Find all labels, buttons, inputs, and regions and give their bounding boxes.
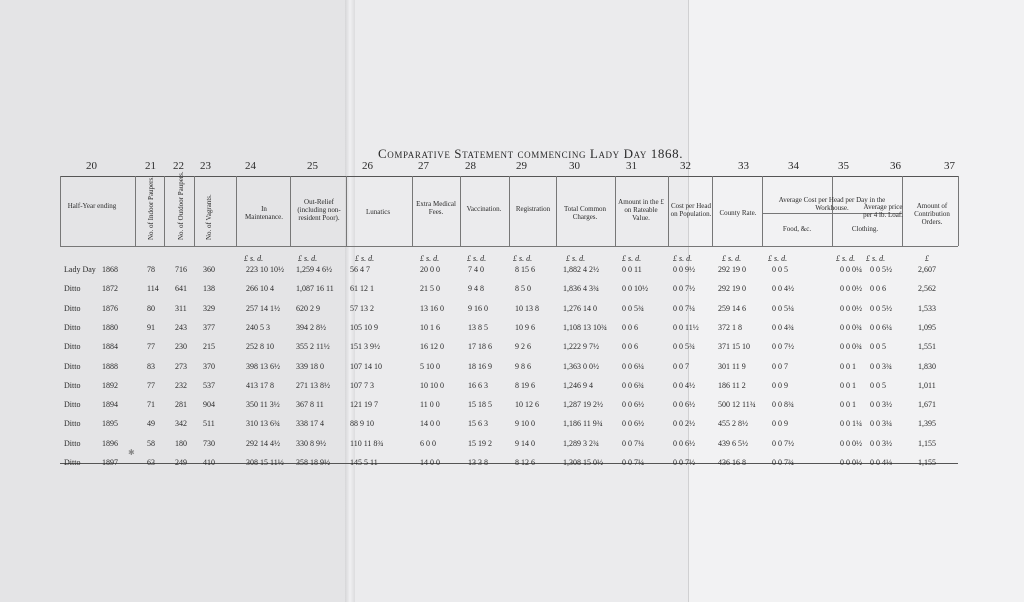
table-cell-county: 186 11 2 <box>718 380 746 390</box>
table-cell-outdoor: 249 <box>175 458 187 467</box>
unit-label: £ s. d. <box>836 254 856 263</box>
header-outrelief: Out-Relief (including non-resident Poor). <box>297 198 341 222</box>
table-cell-cost: 0 0 9½ <box>673 265 695 274</box>
column-rule <box>460 176 461 246</box>
table-cell-vagrants: 377 <box>203 322 215 332</box>
table-cell-outrelief: 394 2 8½ <box>296 322 326 332</box>
table-cell-cost: 0 0 6½ <box>673 438 695 448</box>
table-cell-medical: 16 12 0 <box>420 342 444 352</box>
table-cell-indoor: 83 <box>147 361 155 371</box>
table-cell-county: 259 14 6 <box>718 303 746 313</box>
table-cell-county: 455 2 8½ <box>718 419 748 429</box>
column-rule <box>509 176 510 246</box>
column-number: 30 <box>569 160 580 172</box>
table-cell-medical: 13 16 0 <box>420 303 444 313</box>
column-rule <box>712 176 713 246</box>
table-cell-cloth: 0 0 1¼ <box>840 419 862 429</box>
table-cell-amount: 0 0 5¾ <box>622 303 644 313</box>
table-cell-reg: 9 14 0 <box>515 438 535 448</box>
unit-label: £ s. d. <box>355 254 375 263</box>
row-label: Lady Day <box>64 265 96 274</box>
table-cell-contrib: 1,155 <box>918 438 936 448</box>
table-cell-outrelief: 1,259 4 6½ <box>296 265 332 274</box>
table-cell-maint: 308 15 11½ <box>246 458 284 467</box>
table-cell-total: 1,363 0 0½ <box>563 361 599 371</box>
table-cell-lunatics: 151 3 9½ <box>350 342 380 352</box>
table-cell-medical: 10 1 6 <box>420 322 440 332</box>
table-cell-medical: 14 0 0 <box>420 419 440 429</box>
table-cell-county: 301 11 9 <box>718 361 746 371</box>
table-cell-total: 1,108 13 10¾ <box>563 322 607 332</box>
table-cell-outrelief: 367 8 11 <box>296 400 324 410</box>
table-cell-reg: 8 15 6 <box>515 265 535 274</box>
row-label: Ditto <box>64 361 81 371</box>
header-avg-cost: Average Cost per Head per Day in the Workhouse. <box>778 196 886 212</box>
table-cell-indoor: 77 <box>147 380 155 390</box>
table-cell-lunatics: 110 11 8¾ <box>350 438 384 448</box>
table-cell-vagrants: 511 <box>203 419 215 429</box>
header-loaf: Average price per 4 lb. Loaf. <box>863 203 903 219</box>
table-cell-indoor: 114 <box>147 284 159 294</box>
table-cell-maint: 292 14 4½ <box>246 438 280 448</box>
table-cell-total: 1,836 4 3¾ <box>563 284 599 294</box>
unit-label: £ s. d. <box>866 254 886 263</box>
column-number: 33 <box>738 160 749 172</box>
table-cell-outrelief: 358 18 9½ <box>296 458 330 467</box>
table-cell-vacc: 9 16 0 <box>468 303 488 313</box>
table-cell-amount: 0 0 10½ <box>622 284 648 294</box>
table-cell-cloth: 0 0 0½ <box>840 284 862 294</box>
table-cell-total: 1,287 19 2½ <box>563 400 603 410</box>
table-cell-medical: 6 0 0 <box>420 438 436 448</box>
row-year: 1895 <box>102 419 118 429</box>
table-cell-food: 0 0 5¼ <box>772 303 794 313</box>
table-cell-total: 1,186 11 9¾ <box>563 419 603 429</box>
table-cell-medical: 21 5 0 <box>420 284 440 294</box>
header-cost-per-head: Cost per Head on Population. <box>670 202 712 218</box>
table-cell-contrib: 1,395 <box>918 419 936 429</box>
table-cell-outrelief: 338 17 4 <box>296 419 324 429</box>
table-cell-cost: 0 0 7¼ <box>673 303 695 313</box>
table-cell-lunatics: 107 14 10 <box>350 361 382 371</box>
header-medical: Extra Medical Fees. <box>416 200 456 216</box>
table-cell-vagrants: 410 <box>203 458 215 467</box>
table-cell-outdoor: 716 <box>175 265 187 274</box>
unit-label: £ s. d. <box>420 254 440 263</box>
column-number: 24 <box>245 160 256 172</box>
table-cell-total: 1,246 9 4 <box>563 380 593 390</box>
table-cell-lunatics: 107 7 3 <box>350 380 374 390</box>
header-indoor: No. of Indoor Paupers. <box>147 176 155 240</box>
table-cell-outrelief: 271 13 8½ <box>296 380 330 390</box>
column-number: 20 <box>86 160 97 172</box>
row-year: 1880 <box>102 322 118 332</box>
table-cell-vagrants: 329 <box>203 303 215 313</box>
table-cell-outdoor: 641 <box>175 284 187 294</box>
table-cell-county: 371 15 10 <box>718 342 750 352</box>
table-cell-amount: 0 0 6¾ <box>622 380 644 390</box>
table-cell-cost: 0 0 7½ <box>673 458 695 467</box>
unit-label: £ s. d. <box>622 254 642 263</box>
header-contribution: Amount of Contribution Orders. <box>914 202 950 226</box>
table-cell-vacc: 13 8 5 <box>468 322 488 332</box>
row-year: 1894 <box>102 400 118 410</box>
header-amount-pound: Amount in the £ on Rateable Value. <box>618 198 664 222</box>
table-cell-food: 0 0 4½ <box>772 284 794 294</box>
table-cell-vacc: 15 19 2 <box>468 438 492 448</box>
page-title: Comparative Statement commencing Lady Day 1868. <box>378 146 684 161</box>
header-lunatics: Lunatics <box>365 208 391 216</box>
unit-label: £ s. d. <box>298 254 318 263</box>
table-cell-cost: 0 0 7 <box>673 361 689 371</box>
table-cell-food: 0 0 5 <box>772 265 788 274</box>
table-cell-cost: 0 0 5¾ <box>673 342 695 352</box>
table-cell-maint: 257 14 1½ <box>246 303 280 313</box>
row-label: Ditto <box>64 322 81 332</box>
row-year: 1897 <box>102 458 118 467</box>
header-food: Food, &c. <box>782 225 812 233</box>
column-number: 29 <box>516 160 527 172</box>
header-clothing: Clothing. <box>851 225 879 233</box>
table-cell-cloth: 0 0 1 <box>840 380 856 390</box>
table-cell-contrib: 1,011 <box>918 380 936 390</box>
row-label: Ditto <box>64 303 81 313</box>
table-cell-county: 436 16 8 <box>718 458 746 467</box>
header-vaccination: Vaccination. <box>466 205 502 213</box>
row-label: Ditto <box>64 342 81 352</box>
table-cell-county: 500 12 11¾ <box>718 400 756 410</box>
table-cell-county: 372 1 8 <box>718 322 742 332</box>
row-year: 1872 <box>102 284 118 294</box>
table-cell-loaf: 0 0 5 <box>870 342 886 352</box>
table-cell-outrelief: 355 2 11½ <box>296 342 330 352</box>
table-cell-lunatics: 57 13 2 <box>350 303 374 313</box>
table-cell-maint: 310 13 6¾ <box>246 419 280 429</box>
table-cell-loaf: 0 0 4⅛ <box>870 458 892 467</box>
table-cell-outdoor: 232 <box>175 380 187 390</box>
column-rule <box>958 176 959 246</box>
unit-label: £ s. d. <box>513 254 533 263</box>
table-cell-loaf: 0 0 3½ <box>870 400 892 410</box>
table-cell-cloth: 0 0 0¼ <box>840 265 862 274</box>
table-cell-contrib: 2,562 <box>918 284 936 294</box>
table-cell-outrelief: 330 8 9½ <box>296 438 326 448</box>
table-cell-outrelief: 339 18 0 <box>296 361 324 371</box>
header-outdoor: No. of Outdoor Paupers. <box>177 171 185 240</box>
table-cell-loaf: 0 0 5 <box>870 380 886 390</box>
table-cell-maint: 223 10 10½ <box>246 265 284 274</box>
table-cell-vagrants: 730 <box>203 438 215 448</box>
table-cell-loaf: 0 0 3¼ <box>870 419 892 429</box>
table-cell-food: 0 0 8¾ <box>772 400 794 410</box>
table-cell-vacc: 15 6 3 <box>468 419 488 429</box>
unit-label: £ s. d. <box>722 254 742 263</box>
table-cell-cost: 0 0 4½ <box>673 380 695 390</box>
table-cell-food: 0 0 7½ <box>772 438 794 448</box>
table-cell-outdoor: 311 <box>175 303 187 313</box>
row-label: Ditto <box>64 400 81 410</box>
table-cell-vacc: 16 6 3 <box>468 380 488 390</box>
table-cell-lunatics: 88 9 10 <box>350 419 374 429</box>
table-cell-food: 0 0 7¾ <box>772 458 794 467</box>
table-cell-outdoor: 281 <box>175 400 187 410</box>
table-cell-cloth: 0 0 0½ <box>840 458 862 467</box>
table-cell-medical: 10 10 0 <box>420 380 444 390</box>
table-cell-outrelief: 620 2 9 <box>296 303 320 313</box>
table-cell-indoor: 63 <box>147 458 155 467</box>
table-cell-reg: 9 8 6 <box>515 361 531 371</box>
table-cell-indoor: 80 <box>147 303 155 313</box>
column-number: 34 <box>788 160 799 172</box>
table-cell-amount: 0 0 6½ <box>622 419 644 429</box>
column-number: 31 <box>626 160 637 172</box>
table-cell-indoor: 49 <box>147 419 155 429</box>
table-cell-vagrants: 215 <box>203 342 215 352</box>
column-rule <box>556 176 557 246</box>
unit-label: £ s. d. <box>673 254 693 263</box>
row-year: 1888 <box>102 361 118 371</box>
table-cell-vagrants: 904 <box>203 400 215 410</box>
table-cell-amount: 0 0 6 <box>622 342 638 352</box>
table-cell-cloth: 0 0 0½ <box>840 438 862 448</box>
table-cell-lunatics: 145 5 11 <box>350 458 378 467</box>
stray-mark: ✱ <box>128 448 135 457</box>
table-cell-amount: 0 0 6 <box>622 322 638 332</box>
table-cell-indoor: 77 <box>147 342 155 352</box>
column-rule <box>194 176 195 246</box>
column-number: 23 <box>200 160 211 172</box>
column-number: 22 <box>173 160 184 172</box>
row-year: 1892 <box>102 380 118 390</box>
table-cell-lunatics: 121 19 7 <box>350 400 378 410</box>
table-cell-contrib: 1,671 <box>918 400 936 410</box>
table-cell-indoor: 91 <box>147 322 155 332</box>
table-cell-loaf: 0 0 5½ <box>870 303 892 313</box>
table-cell-maint: 398 13 6½ <box>246 361 280 371</box>
column-number: 21 <box>145 160 156 172</box>
table-cell-contrib: 1,551 <box>918 342 936 352</box>
table-cell-cloth: 0 0 1 <box>840 361 856 371</box>
table-cell-indoor: 78 <box>147 265 155 274</box>
table-cell-amount: 0 0 6¼ <box>622 361 644 371</box>
table-cell-county: 292 19 0 <box>718 265 746 274</box>
table-cell-lunatics: 56 4 7 <box>350 265 370 274</box>
column-number: 27 <box>418 160 429 172</box>
table-cell-total: 1,308 15 0½ <box>563 458 603 467</box>
table-cell-vacc: 13 3 8 <box>468 458 488 467</box>
header-rule <box>60 246 958 247</box>
table-cell-outdoor: 230 <box>175 342 187 352</box>
header-registration: Registration <box>515 205 551 213</box>
table-cell-outrelief: 1,087 16 11 <box>296 284 334 294</box>
row-year: 1868 <box>102 265 118 274</box>
table-cell-cloth: 0 0 1 <box>840 400 856 410</box>
row-label: Ditto <box>64 284 81 294</box>
table-cell-vagrants: 138 <box>203 284 215 294</box>
table-cell-loaf: 0 0 5½ <box>870 265 892 274</box>
table-cell-vagrants: 360 <box>203 265 215 274</box>
table-cell-total: 1,276 14 0 <box>563 303 597 313</box>
header-county-rate: County Rate. <box>719 209 757 217</box>
table-cell-cost: 0 0 2½ <box>673 419 695 429</box>
header-maintenance: In Maintenance. <box>245 205 283 221</box>
column-rule <box>668 176 669 246</box>
table-cell-amount: 0 0 11 <box>622 265 642 274</box>
table-cell-loaf: 0 0 3¾ <box>870 361 892 371</box>
table-cell-amount: 0 0 7¼ <box>622 458 644 467</box>
unit-label: £ <box>925 254 929 263</box>
column-number: 32 <box>680 160 691 172</box>
table-cell-medical: 11 0 0 <box>420 400 440 410</box>
column-rule <box>346 176 347 246</box>
column-number: 36 <box>890 160 901 172</box>
table-cell-reg: 9 10 0 <box>515 419 535 429</box>
table-cell-county: 292 19 0 <box>718 284 746 294</box>
unit-label: £ s. d. <box>244 254 264 263</box>
column-number: 28 <box>465 160 476 172</box>
table-cell-amount: 0 0 6½ <box>622 400 644 410</box>
column-rule <box>762 176 763 246</box>
table-cell-maint: 413 17 8 <box>246 380 274 390</box>
table-cell-indoor: 58 <box>147 438 155 448</box>
table-cell-reg: 8 19 6 <box>515 380 535 390</box>
column-rule <box>60 176 61 246</box>
table-cell-reg: 10 12 6 <box>515 400 539 410</box>
table-cell-maint: 350 11 3½ <box>246 400 280 410</box>
table-cell-amount: 0 0 7¼ <box>622 438 644 448</box>
table-cell-contrib: 1,095 <box>918 322 936 332</box>
column-number: 35 <box>838 160 849 172</box>
unit-label: £ s. d. <box>566 254 586 263</box>
row-label: Ditto <box>64 458 81 467</box>
table-cell-loaf: 0 0 6 <box>870 284 886 294</box>
row-label: Ditto <box>64 438 81 448</box>
table-cell-cloth: 0 0 0¾ <box>840 342 862 352</box>
table-cell-reg: 9 2 6 <box>515 342 531 352</box>
table-cell-vagrants: 370 <box>203 361 215 371</box>
table-cell-vacc: 18 16 9 <box>468 361 492 371</box>
column-number: 26 <box>362 160 373 172</box>
table-cell-cost: 0 0 6½ <box>673 400 695 410</box>
table-cell-cost: 0 0 11½ <box>673 322 699 332</box>
table-cell-medical: 5 10 0 <box>420 361 440 371</box>
table-cell-cloth: 0 0 0½ <box>840 303 862 313</box>
table-cell-maint: 252 8 10 <box>246 342 274 352</box>
column-rule <box>290 176 291 246</box>
unit-label: £ s. d. <box>768 254 788 263</box>
table-cell-indoor: 71 <box>147 400 155 410</box>
unit-label: £ s. d. <box>467 254 487 263</box>
row-label: Ditto <box>64 419 81 429</box>
table-cell-county: 439 6 5½ <box>718 438 748 448</box>
row-label: Ditto <box>64 380 81 390</box>
table-cell-reg: 10 13 8 <box>515 303 539 313</box>
table-cell-maint: 266 10 4 <box>246 284 274 294</box>
table-cell-outdoor: 180 <box>175 438 187 448</box>
table-cell-food: 0 0 7½ <box>772 342 794 352</box>
table-cell-total: 1,882 4 2½ <box>563 265 599 274</box>
column-rule <box>236 176 237 246</box>
column-rule <box>135 176 136 246</box>
table-cell-total: 1,289 3 2¾ <box>563 438 599 448</box>
table-cell-cost: 0 0 7½ <box>673 284 695 294</box>
table-cell-vacc: 15 18 5 <box>468 400 492 410</box>
table-cell-vagrants: 537 <box>203 380 215 390</box>
table-cell-contrib: 1,155 <box>918 458 936 467</box>
table-cell-outdoor: 342 <box>175 419 187 429</box>
table-cell-food: 0 0 9 <box>772 380 788 390</box>
column-number: 37 <box>944 160 955 172</box>
header-vagrants: No. of Vagrants. <box>205 194 213 240</box>
table-cell-maint: 240 5 3 <box>246 322 270 332</box>
table-cell-vacc: 7 4 0 <box>468 265 484 274</box>
table-cell-contrib: 2,607 <box>918 265 936 274</box>
row-year: 1896 <box>102 438 118 448</box>
column-rule <box>164 176 165 246</box>
column-rule <box>412 176 413 246</box>
table-cell-food: 0 0 9 <box>772 419 788 429</box>
table-cell-contrib: 1,533 <box>918 303 936 313</box>
table-cell-outdoor: 273 <box>175 361 187 371</box>
table-cell-outdoor: 243 <box>175 322 187 332</box>
table-cell-total: 1,222 9 7½ <box>563 342 599 352</box>
header-half-year: Half-Year ending <box>67 202 117 210</box>
row-year: 1876 <box>102 303 118 313</box>
table-cell-loaf: 0 0 3½ <box>870 438 892 448</box>
table-cell-food: 0 0 4¾ <box>772 322 794 332</box>
table-cell-loaf: 0 0 6¼ <box>870 322 892 332</box>
header-total: Total Common Charges. <box>563 205 607 221</box>
table-cell-lunatics: 61 12 1 <box>350 284 374 294</box>
table-cell-lunatics: 105 10 9 <box>350 322 378 332</box>
table-cell-cloth: 0 0 0¾ <box>840 322 862 332</box>
table-cell-reg: 8 12 6 <box>515 458 535 467</box>
table-cell-medical: 14 0 0 <box>420 458 440 467</box>
row-year: 1884 <box>102 342 118 352</box>
column-number: 25 <box>307 160 318 172</box>
table-cell-reg: 8 5 0 <box>515 284 531 294</box>
table-cell-reg: 10 9 6 <box>515 322 535 332</box>
table-cell-medical: 20 0 0 <box>420 265 440 274</box>
table-cell-vacc: 17 18 6 <box>468 342 492 352</box>
table-cell-contrib: 1,830 <box>918 361 936 371</box>
table-cell-vacc: 9 4 8 <box>468 284 484 294</box>
table-cell-food: 0 0 7 <box>772 361 788 371</box>
